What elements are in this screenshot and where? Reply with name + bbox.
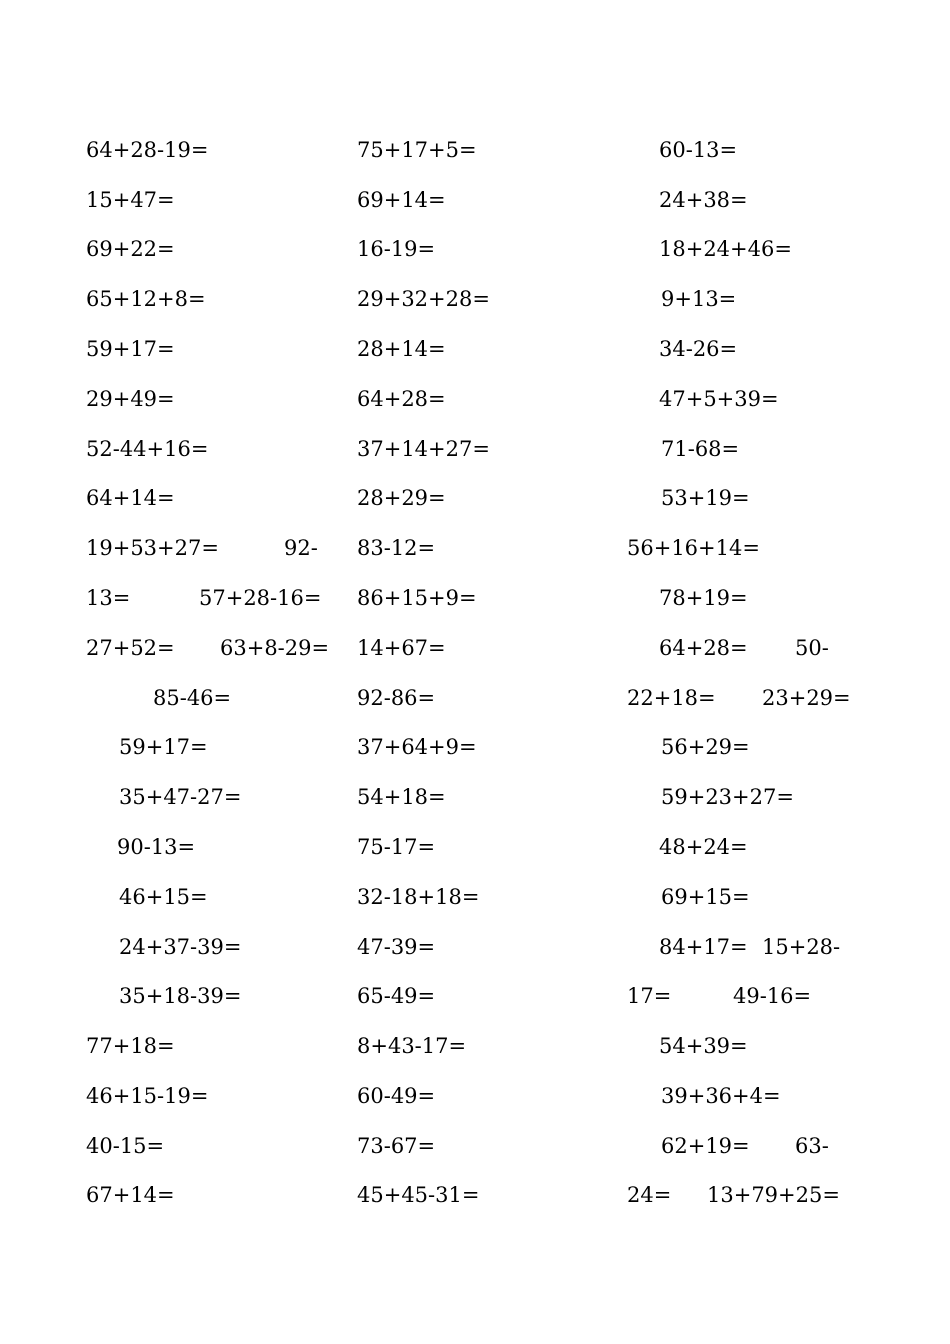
problem-text: 28+14= [357, 337, 446, 361]
problem-text: 83-12= [357, 536, 436, 560]
problem-text: 32-18+18= [357, 885, 480, 909]
problem-text: 64+14= [86, 486, 175, 510]
problem-text: 14+67= [357, 636, 446, 660]
problem-text: 92-86= [357, 686, 436, 710]
problem-text: 22+18= [627, 686, 716, 710]
problem-text: 73-67= [357, 1134, 436, 1158]
problem-text: 57+28-16= [199, 586, 322, 610]
problem-text: 9+13= [661, 287, 737, 311]
problem-text: 64+28= [357, 387, 446, 411]
problem-text: 53+19= [661, 486, 750, 510]
problem-text: 65+12+8= [86, 287, 206, 311]
problem-text: 84+17= [659, 935, 748, 959]
problem-text: 47+5+39= [659, 387, 779, 411]
problem-text: 19+53+27= [86, 536, 219, 560]
problem-text: 46+15= [119, 885, 208, 909]
problem-text: 65-49= [357, 984, 436, 1008]
problem-text: 64+28= [659, 636, 748, 660]
problem-text: 16-19= [357, 237, 436, 261]
problem-text: 28+29= [357, 486, 446, 510]
problem-text: 52-44+16= [86, 437, 209, 461]
problem-text: 18+24+46= [659, 237, 792, 261]
problem-text: 15+47= [86, 188, 175, 212]
problem-text: 24= [627, 1183, 672, 1207]
problem-text: 78+19= [659, 586, 748, 610]
problem-text: 15+28- [762, 935, 841, 959]
problem-text: 54+39= [659, 1034, 748, 1058]
problem-text: 49-16= [733, 984, 812, 1008]
problem-text: 24+37-39= [119, 935, 242, 959]
problem-text: 27+52= [86, 636, 175, 660]
problem-text: 29+32+28= [357, 287, 490, 311]
problem-text: 60-13= [659, 138, 738, 162]
problem-text: 17= [627, 984, 672, 1008]
problem-text: 40-15= [86, 1134, 165, 1158]
problem-text: 59+23+27= [661, 785, 794, 809]
problem-text: 13= [86, 586, 131, 610]
problem-text: 45+45-31= [357, 1183, 480, 1207]
problem-text: 60-49= [357, 1084, 436, 1108]
problem-text: 8+43-17= [357, 1034, 467, 1058]
problem-text: 59+17= [86, 337, 175, 361]
problem-text: 39+36+4= [661, 1084, 781, 1108]
problem-text: 64+28-19= [86, 138, 209, 162]
problem-text: 69+22= [86, 237, 175, 261]
problem-text: 92- [284, 536, 318, 560]
problem-text: 34-26= [659, 337, 738, 361]
problem-text: 86+15+9= [357, 586, 477, 610]
problem-text: 56+29= [661, 735, 750, 759]
problem-text: 24+38= [659, 188, 748, 212]
problem-text: 35+47-27= [119, 785, 242, 809]
problem-text: 48+24= [659, 835, 748, 859]
problem-text: 63- [795, 1134, 829, 1158]
problem-text: 50- [795, 636, 829, 660]
problem-text: 13+79+25= [707, 1183, 840, 1207]
problem-text: 67+14= [86, 1183, 175, 1207]
problem-text: 75+17+5= [357, 138, 477, 162]
problem-text: 71-68= [661, 437, 740, 461]
problem-text: 77+18= [86, 1034, 175, 1058]
problem-text: 47-39= [357, 935, 436, 959]
problem-text: 62+19= [661, 1134, 750, 1158]
problem-text: 54+18= [357, 785, 446, 809]
problem-text: 75-17= [357, 835, 436, 859]
problem-text: 85-46= [153, 686, 232, 710]
problem-text: 90-13= [117, 835, 196, 859]
problem-text: 29+49= [86, 387, 175, 411]
problem-text: 35+18-39= [119, 984, 242, 1008]
problem-text: 37+64+9= [357, 735, 477, 759]
problem-text: 37+14+27= [357, 437, 490, 461]
problem-text: 69+15= [661, 885, 750, 909]
problem-text: 59+17= [119, 735, 208, 759]
problem-text: 63+8-29= [220, 636, 330, 660]
problem-text: 56+16+14= [627, 536, 760, 560]
problem-text: 23+29= [762, 686, 851, 710]
problem-text: 69+14= [357, 188, 446, 212]
problem-text: 46+15-19= [86, 1084, 209, 1108]
